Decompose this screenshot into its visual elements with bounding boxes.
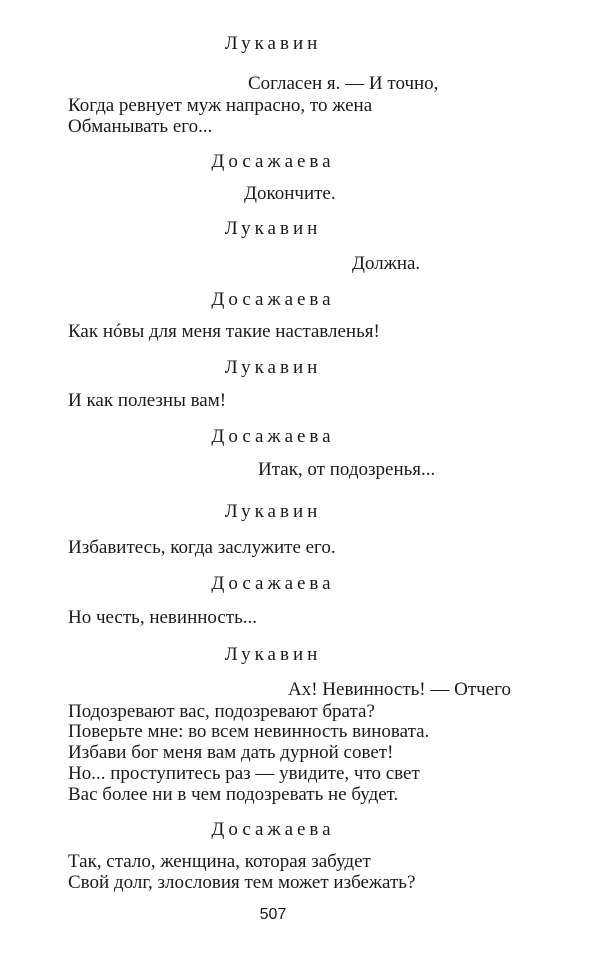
verse-line: Итак, от подозренья...: [258, 459, 436, 480]
verse-line: Обманывать его...: [68, 116, 213, 137]
verse-line: Согласен я. — И точно,: [248, 73, 439, 94]
speaker-name: Лукавин: [224, 357, 322, 378]
verse-line: Но... проступитесь раз — увидите, что свет: [68, 763, 420, 784]
verse-line: Избави бог меня вам дать дурной совет!: [68, 742, 394, 763]
speaker-name: Досажаева: [211, 151, 335, 172]
verse-line: Ах! Невинность! — Отчего: [288, 679, 511, 700]
verse-line: Подозревают вас, подозревают брата?: [68, 701, 375, 722]
verse-line: Должна.: [352, 253, 421, 274]
verse-line: Докончите.: [244, 183, 336, 204]
speaker-name: Лукавин: [224, 218, 322, 239]
verse-line: Так, стало, женщина, которая забудет: [68, 851, 371, 872]
speaker-name: Лукавин: [224, 501, 322, 522]
verse-line: Когда ревнует муж напрасно, то жена: [68, 95, 373, 116]
verse-line: Избавитесь, когда заслужите его.: [68, 537, 336, 558]
verse-line: Вас более ни в чем подозревать не будет.: [68, 784, 399, 805]
page-number: 507: [259, 906, 287, 923]
speaker-name: Досажаева: [211, 573, 335, 594]
verse-line: Но честь, невинность...: [68, 607, 258, 628]
verse-line: Свой долг, злословия тем может избежать?: [68, 872, 416, 893]
verse-line: Поверьте мне: во всем невинность виновата.: [68, 721, 430, 742]
speaker-name: Лукавин: [224, 644, 322, 665]
speaker-name: Лукавин: [224, 33, 322, 54]
verse-line: И как полезны вам!: [68, 390, 227, 411]
speaker-name: Досажаева: [211, 289, 335, 310]
speaker-name: Досажаева: [211, 426, 335, 447]
speaker-name: Досажаева: [211, 819, 335, 840]
verse-line: Как нóвы для меня такие наставленья!: [68, 321, 380, 342]
